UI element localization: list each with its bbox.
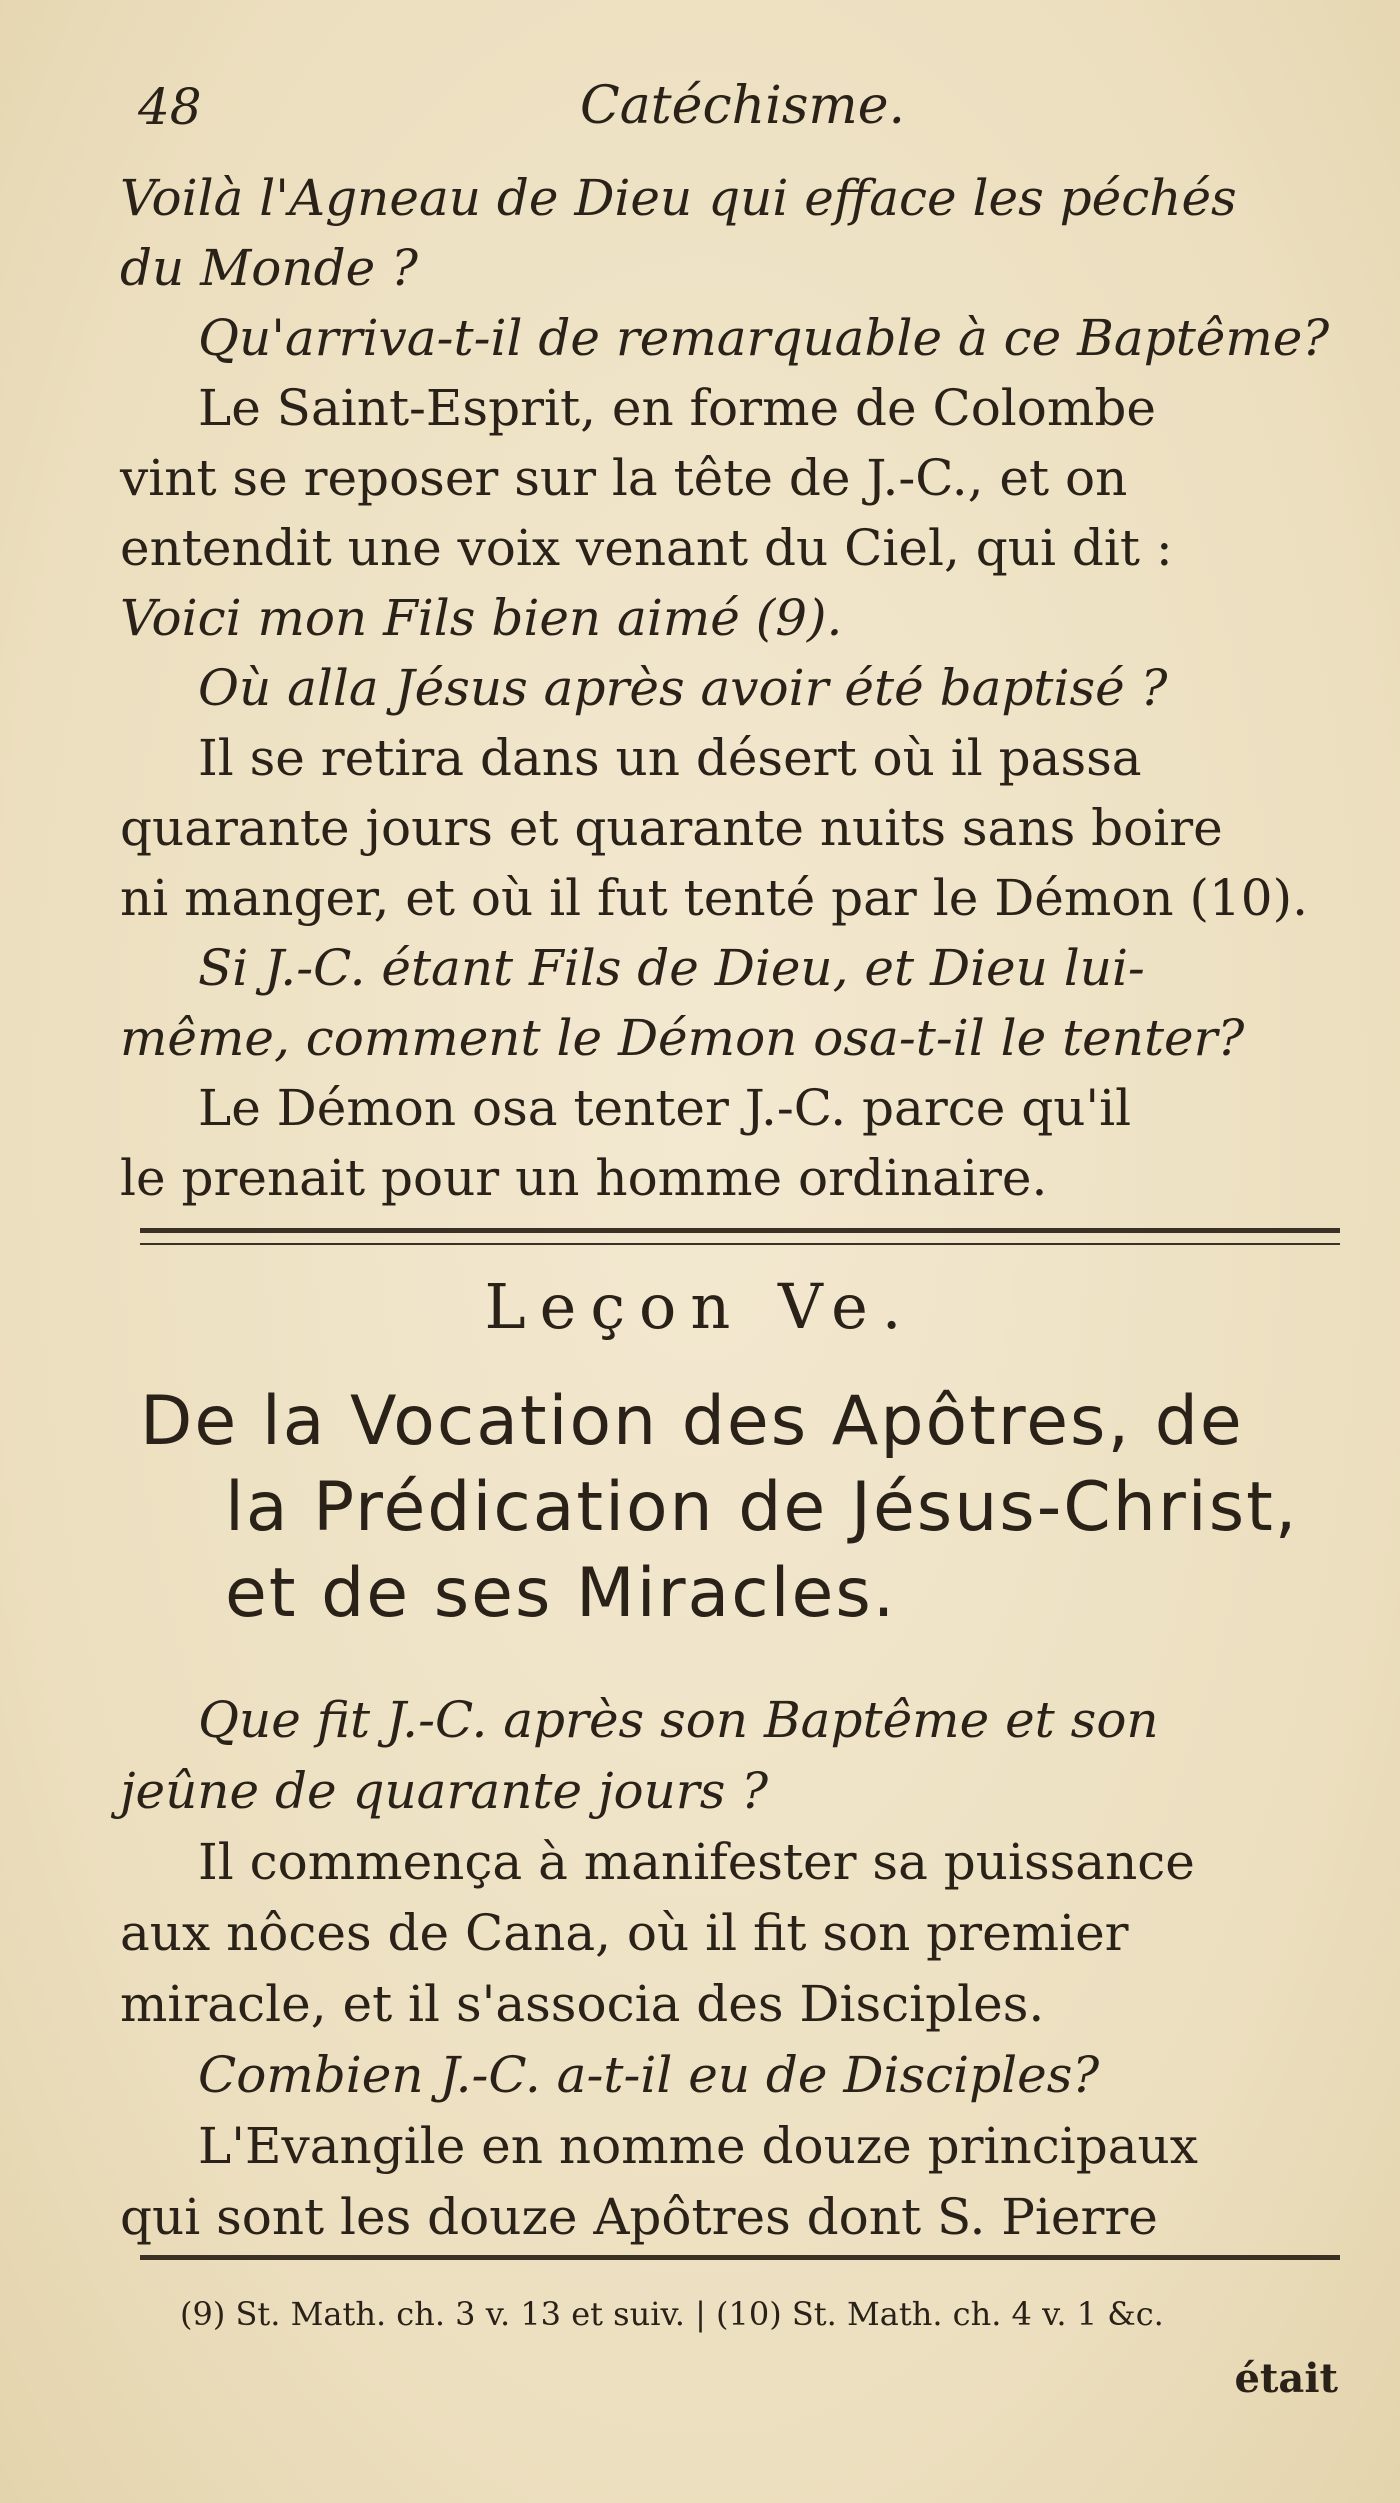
text-line: le prenait pour un homme ordinaire. — [120, 1149, 1048, 1207]
page-number: 48 — [138, 78, 202, 136]
page-header — [0, 68, 1400, 158]
text-line: vint se reposer sur la tête de J.-C., et on — [120, 449, 1128, 507]
text-line: Le Saint-Esprit, en forme de Colombe — [198, 379, 1156, 437]
lesson-title-line-2: la Prédication de Jésus-Christ, — [225, 1468, 1299, 1547]
text-line: qui sont les douze Apôtres dont S. Pierre — [120, 2188, 1158, 2246]
text-line: Voici mon Fils bien aimé (9). — [120, 589, 843, 647]
section-divider — [140, 1228, 1340, 1245]
text-line: Voilà l'Agneau de Dieu qui efface les péchés — [120, 169, 1237, 227]
text-line: jeûne de quarante jours ? — [120, 1762, 769, 1820]
text-line: Il se retira dans un désert où il passa — [198, 729, 1142, 787]
text-line: même, comment le Démon osa-t-il le tenter? — [120, 1009, 1245, 1067]
text-line: Que fit J.-C. après son Baptême et son — [198, 1691, 1159, 1749]
text-line: Qu'arriva-t-il de remarquable à ce Baptême? — [198, 309, 1330, 367]
footnote-divider — [140, 2255, 1340, 2264]
text-line: aux nôces de Cana, où il fit son premier — [120, 1904, 1129, 1962]
lesson-title-line-3: et de ses Miracles. — [225, 1554, 897, 1633]
text-line: Où alla Jésus après avoir été baptisé ? — [198, 659, 1168, 717]
text-line: quarante jours et quarante nuits sans boire — [120, 799, 1223, 857]
text-line: Il commença à manifester sa puissance — [198, 1833, 1195, 1891]
catchword: était — [1234, 2355, 1338, 2402]
text-line: ni manger, et où il fut tenté par le Démon (10). — [120, 869, 1309, 927]
text-line: entendit une voix venant du Ciel, qui dit : — [120, 519, 1173, 577]
lesson-label: Leçon Ve. — [484, 1270, 916, 1343]
running-title: Catéchisme. — [580, 76, 905, 136]
text-line: du Monde ? — [120, 239, 418, 297]
text-line: Le Démon osa tenter J.-C. parce qu'il — [198, 1079, 1132, 1137]
text-line: Si J.-C. étant Fils de Dieu, et Dieu lui- — [198, 939, 1145, 997]
text-line: L'Evangile en nomme douze principaux — [198, 2117, 1198, 2175]
footnote: (9) St. Math. ch. 3 v. 13 et suiv. | (10) St. Math. ch. 4 v. 1 &c. — [180, 2295, 1164, 2333]
lesson-title-line-1: De la Vocation des Apôtres, de — [140, 1382, 1244, 1461]
text-line: miracle, et il s'associa des Disciples. — [120, 1975, 1045, 2033]
text-line: Combien J.-C. a-t-il eu de Disciples? — [198, 2046, 1100, 2104]
